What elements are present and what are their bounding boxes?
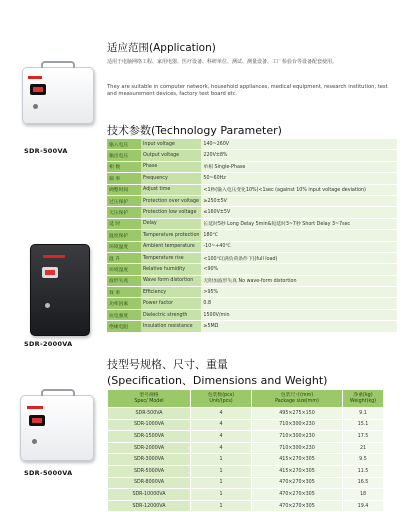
spec-row [108,431,384,443]
param-label-en: Protection over voltage [141,195,201,206]
product-label: SDR-5000VA [24,469,73,477]
param-value: 1500V/min [201,309,397,320]
specification-title-en: (Specification、Dimensions and Weight) [107,374,328,387]
parameter-row [107,287,397,298]
spec-model: SDR-12000VA [108,500,191,512]
param-label-en: Wave form distortion [141,275,201,286]
spec-weight: 15.1 [343,419,384,431]
param-label-en: Delay [141,218,201,229]
header-weight: 净重(kg) Weight(kg) [343,390,384,408]
spec-weight: 11.5 [343,465,384,477]
param-value: 0.8 [201,298,397,309]
spec-weight: 16.5 [343,477,384,489]
param-label-cn: 环境湿度 [107,264,141,275]
param-label-cn: 输出电压 [107,150,141,161]
spec-units: 1 [191,500,252,512]
specification-table [107,389,384,512]
spec-model: SDR-1500VA [108,431,191,443]
param-label-en: Ambient temperature [141,241,201,252]
spec-row [108,408,384,420]
param-value: <90% [201,264,397,275]
param-label-cn: 调整时间 [107,184,141,195]
technology-title: 技术参数(Technology Parameter) [107,124,282,137]
spec-weight: 9.5 [343,454,384,466]
stabilizer-image [20,395,94,461]
stabilizer-image [30,244,90,336]
param-value: 无附加波形失真 No wave-form distortion [201,275,397,286]
param-label-en: Efficiency [141,287,201,298]
table-header-row [108,390,384,408]
product-sdr-500va [14,55,98,155]
parameter-row [107,173,397,184]
specification-title-cn: 技型号规格、尺寸、重量 [107,358,228,371]
param-label-en: Phase [141,161,201,172]
param-label-cn: 输入电压 [107,139,141,150]
param-label-en: Temperature protection [141,230,201,241]
parameter-row [107,252,397,263]
spec-units: 4 [191,419,252,431]
spec-row [108,454,384,466]
parameter-row [107,150,397,161]
parameter-row [107,230,397,241]
spec-weight: 19.4 [343,500,384,512]
parameter-row [107,321,397,332]
spec-row [108,419,384,431]
param-value: 长延时5秒 Long Delay 5min&短延时3~7秒 Short Delay 3~7sec [201,218,397,229]
param-label-en: Temperature rise [141,252,201,263]
spec-units: 4 [191,442,252,454]
spec-units: 1 [191,477,252,489]
parameter-row [107,184,397,195]
spec-dims: 710×300×230 [252,431,343,443]
spec-dims: 495×275×150 [252,408,343,420]
spec-dims: 710×300×230 [252,419,343,431]
parameter-row [107,195,397,206]
param-label-cn: 功率因素 [107,298,141,309]
spec-row [108,500,384,512]
param-value: 220V±8% [201,150,397,161]
spec-units: 4 [191,408,252,420]
param-label-en: Adjust time [141,184,201,195]
parameter-row [107,264,397,275]
param-value: <100℃(满负荷条件下)(full load) [201,252,397,263]
switch-icon [33,104,38,109]
param-label-cn: 欠压保护 [107,207,141,218]
spec-model: SDR-5000VA [108,465,191,477]
switch-icon [45,303,50,308]
spec-model: SDR-2000VA [108,442,191,454]
spec-row [108,465,384,477]
param-value: >95% [201,287,397,298]
parameter-table [107,139,397,333]
param-value: -10~+40℃ [201,241,397,252]
parameter-row [107,139,397,150]
param-label-cn: 波形失真 [107,275,141,286]
spec-weight: 9.1 [343,408,384,420]
spec-row [108,477,384,489]
param-label-cn: 抗电强度 [107,309,141,320]
voltmeter-icon [42,267,58,278]
param-label-cn: 效 率 [107,287,141,298]
spec-weight: 18 [343,489,384,501]
param-label-cn: 频 率 [107,173,141,184]
param-label-en: Input voltage [141,139,201,150]
spec-dims: 470×270×305 [252,489,343,501]
spec-dims: 710×300×230 [252,442,343,454]
spec-units: 4 [191,431,252,443]
spec-weight: 21 [343,442,384,454]
brand-strip [27,406,43,409]
parameter-row [107,275,397,286]
param-label-en: Dielectric strength [141,309,201,320]
spec-model: SDR-3000VA [108,454,191,466]
parameter-row [107,309,397,320]
header-dims: 包装尺寸(mm) Package size(mm) [252,390,343,408]
spec-row [108,442,384,454]
spec-model: SDR-10000VA [108,489,191,501]
param-value: 140~260V [201,139,397,150]
spec-dims: 415×270×305 [252,465,343,477]
spec-model: SDR-500VA [108,408,191,420]
param-value: <1秒(输入电压变化10%)<1sec (against 10% input voltage deviation) [201,184,397,195]
spec-dims: 470×270×305 [252,500,343,512]
parameter-row [107,298,397,309]
application-text-en: They are suitable in computer network, household appliances, medical equipment, research institution, test and measurement devices, factory test board etc. [107,84,388,97]
param-value: ≤160V±5V [201,207,397,218]
application-title: 适应范围(Application) [107,42,216,54]
param-label-cn: 温 升 [107,252,141,263]
switch-icon [32,439,37,444]
spec-model: SDR-8000VA [108,477,191,489]
spec-dims: 470×270×305 [252,477,343,489]
param-label-en: Output voltage [141,150,201,161]
stabilizer-image [22,67,94,124]
param-label-cn: 延 时 [107,218,141,229]
param-label-cn: 环境温度 [107,241,141,252]
param-label-en: Relative humidity [141,264,201,275]
param-label-cn: 相 数 [107,161,141,172]
param-label-en: Protection low voltage [141,207,201,218]
spec-units: 1 [191,454,252,466]
param-value: 50~60Hz [201,173,397,184]
header-model: 型号规格 Spec/ Model [108,390,191,408]
voltmeter-icon [29,415,45,426]
spec-units: 1 [191,489,252,501]
product-label: SDR-500VA [24,147,68,155]
spec-units: 1 [191,465,252,477]
spec-dims: 415×270×305 [252,454,343,466]
spec-row [108,489,384,501]
handle-icon [41,389,75,396]
handle-icon [41,61,75,68]
spec-weight: 17.5 [343,431,384,443]
product-label: SDR-2000VA [24,340,73,348]
param-label-en: Insulation resistance [141,321,201,332]
header-units: 包装数(pcs) Unit/(pcs) [191,390,252,408]
param-label-cn: 绝缘电阻 [107,321,141,332]
parameter-row [107,241,397,252]
parameter-row [107,218,397,229]
application-text-cn: 适用于电脑网络工程、家用电器、医疗设备、科研单位、测试、测量设备、工厂检验台等设备配套使用。 [107,59,338,65]
parameter-row [107,207,397,218]
param-label-en: Power factor [141,298,201,309]
brand-strip [43,255,65,258]
param-label-cn: 温度保护 [107,230,141,241]
parameter-row [107,161,397,172]
brand-strip [28,76,42,79]
param-value: 180℃ [201,230,397,241]
param-label-en: Frequency [141,173,201,184]
product-sdr-2000va [14,240,98,350]
param-label-cn: 过压保护 [107,195,141,206]
param-value: ≥5MΩ [201,321,397,332]
param-value: 单相 Single-Phase [201,161,397,172]
param-value: ≥250±5V [201,195,397,206]
product-sdr-5000va [14,385,98,485]
voltmeter-icon [30,84,46,95]
spec-model: SDR-1000VA [108,419,191,431]
